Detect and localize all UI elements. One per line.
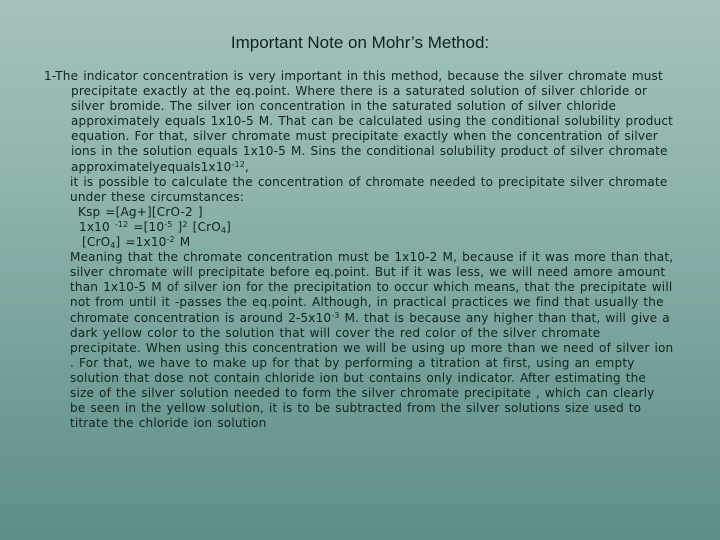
exponent: -2 <box>166 235 175 245</box>
exponent: -12 <box>231 159 245 169</box>
subscript: 4 <box>220 225 227 235</box>
paragraph-3-rest: M. that is because any higher than that, will give a dark yellow color to the solution that will cover the red color of the silver chromate precipitate. When using this concentration we will be using up more than we need of silver ion . For that, we have to make up for that by performing a titration at first, using an empty solution that dose not contain chloride ion but contains only indicator. After estimating the size of the silver solution needed to form the silver chromate precipitate , which can clearly be seen in the yellow solution, it is to be subtracted from the silver solutions size used to titrate the chloride ion solution <box>70 310 674 431</box>
paragraph-3 <box>44 250 674 431</box>
exponent: 2 <box>182 219 188 229</box>
paragraph-2: it is possible to calculate the concentration of chromate needed to precipitate silver chromate under these circumstances: <box>70 174 668 204</box>
eq-term: [CrO <box>187 219 221 234</box>
eq-term: [CrO <box>82 235 111 250</box>
item-number: 1 <box>44 69 52 83</box>
eq-term: ] =1x10 <box>115 235 167 250</box>
paragraph-1 <box>44 69 674 175</box>
subscript: 4 <box>110 241 116 251</box>
slide-body <box>44 69 674 431</box>
eq-term: ] <box>226 219 231 234</box>
paragraph-1-text: -The indicator concentration is very important in this method, because the silver chromate must precipitate exactly at the eq.point. Where there is a saturated solution of silver chloride or silver bromide. The silver ion concentration in the saturated solution of silver chloride approximately equals 1x10-5 M. That can be calculated using the conditional solubility product equation. For that, silver chromate must precipitate exactly when the concentration of silver ions in the solution equals 1x10-5 M. Sins the conditional solubility product of silver chromate approximatelyequals1x10 <box>51 69 674 174</box>
paragraph-1-end: , <box>244 159 249 174</box>
exponent: -5 <box>164 219 173 229</box>
equation-result <box>44 235 674 250</box>
eq-term: M <box>174 235 191 250</box>
exponent: -12 <box>114 219 129 229</box>
equation-substitution <box>44 220 674 235</box>
paragraph-3-text: Meaning that the chromate concentration must be 1x10-2 M, because if it was more than that, silver chromate will precipitate before eq.point. But if it was less, we will need amore amount than 1x10-5 M of silver ion for the precipitation to occur which means, that the precipitate will not from until it -passes the eq.point. Although, in practical practices we find that usually the chromate concentration is around 2-5x10 <box>70 250 674 325</box>
slide-title: Important Note on Mohr’s Method: <box>230 33 490 52</box>
exponent: -3 <box>331 310 340 320</box>
eq-term: ] <box>172 219 183 234</box>
equation-ksp: Ksp =[Ag+][CrO-2 ] <box>78 204 203 219</box>
eq-term: =[10 <box>128 219 165 234</box>
eq-term: 1x10 <box>79 219 115 234</box>
